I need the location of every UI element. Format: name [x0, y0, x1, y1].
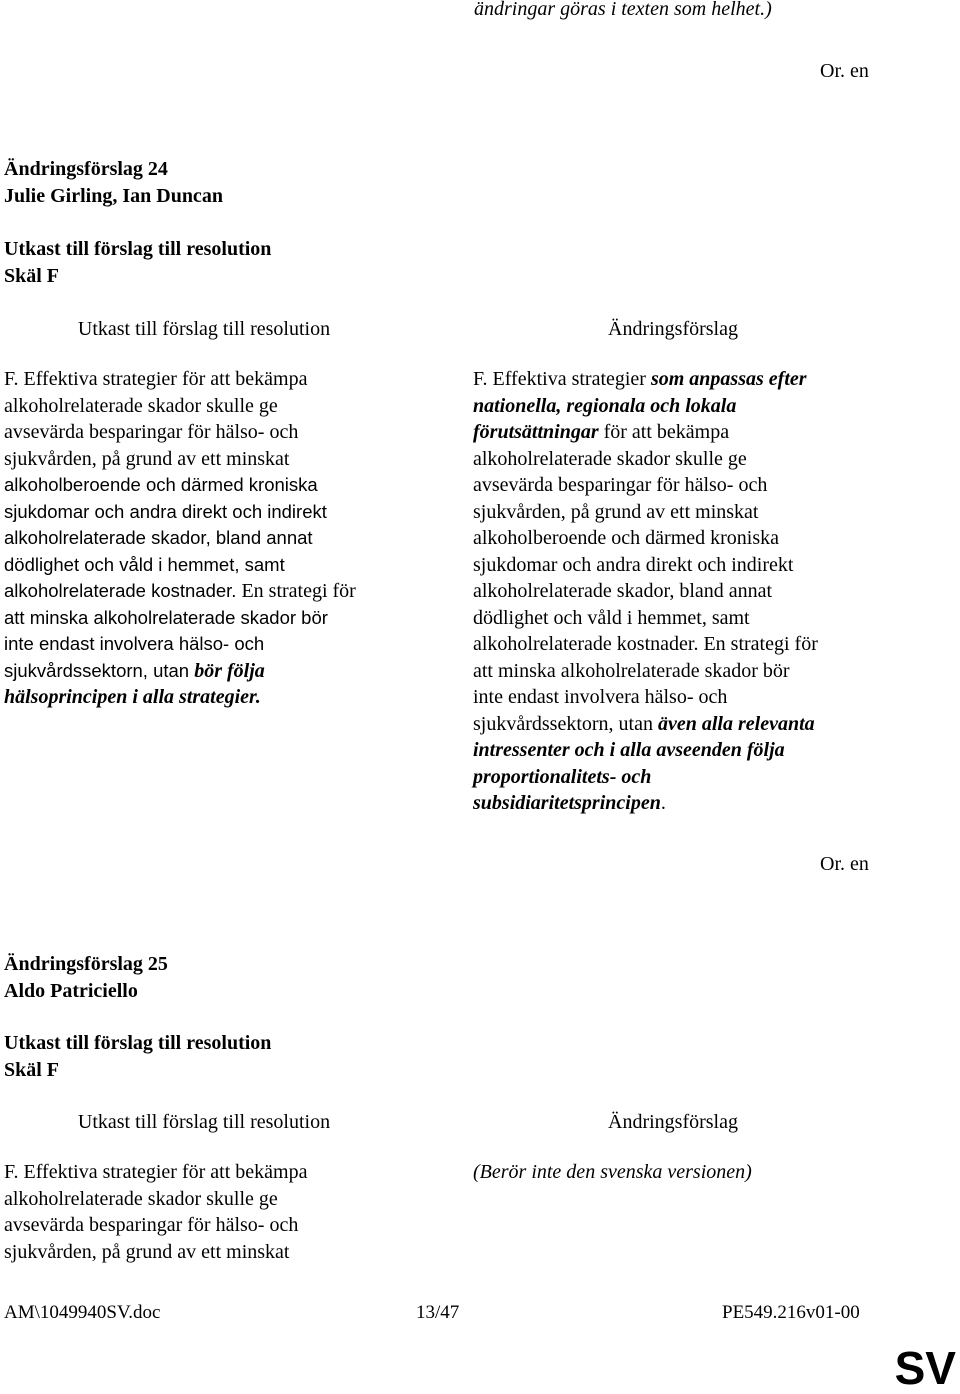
- language-code: SV: [894, 1342, 956, 1394]
- amended-phrase: intressenter och i alla avseenden följa: [473, 739, 785, 761]
- text-segment: sjukdomar och andra direkt och indirekt: [4, 500, 327, 522]
- text-segment: att minska alkoholrelaterade skador bör: [4, 606, 328, 628]
- text-segment: inte endast involvera hälso- och: [473, 686, 728, 708]
- text-line: [4, 1159, 444, 1186]
- text-segment: avsevärda besparingar för hälso- och: [473, 474, 768, 496]
- text-line: [4, 684, 444, 711]
- original-text: [4, 366, 444, 711]
- amended-phrase: även alla relevanta: [657, 712, 815, 735]
- text-segment: F. Effektiva strategier för att bekämpa: [4, 1161, 308, 1183]
- amendment-authors-2: Aldo Patriciello: [4, 980, 138, 1002]
- text-segment: alkoholrelaterade kostnader. En strategi för: [473, 633, 818, 655]
- text-segment: avsevärda besparingar för hälso- och: [4, 421, 299, 443]
- text-segment: F. Effektiva strategier: [473, 368, 651, 390]
- text-line: [473, 658, 913, 685]
- text-segment: sjukvården, på grund av ett minskat: [4, 1240, 290, 1263]
- text-segment: alkoholrelaterade skador skulle ge: [4, 394, 278, 417]
- text-segment: .: [660, 792, 666, 814]
- left-column-heading-2: Utkast till förslag till resolution: [77, 1111, 331, 1133]
- text-line: [4, 499, 444, 526]
- amendment-authors: Julie Girling, Ian Duncan: [4, 185, 223, 207]
- text-segment: sjukvårdssektorn, utan: [473, 712, 658, 735]
- text-segment: alkoholberoende och därmed kroniska: [4, 474, 318, 495]
- right-column-heading: Ändringsförslag: [608, 318, 738, 340]
- draft-label: Utkast till förslag till resolution: [4, 238, 272, 260]
- text-line: [4, 658, 444, 685]
- right-column-heading-2: Ändringsförslag: [608, 1111, 738, 1133]
- text-line: [473, 446, 913, 473]
- original-language-label-2: Or. en: [820, 853, 869, 875]
- text-segment: för att bekämpa: [598, 421, 730, 443]
- text-segment: inte endast involvera hälso- och: [4, 633, 265, 654]
- text-line: [473, 499, 913, 526]
- text-line: [4, 419, 444, 446]
- footer-page-number: 13/47: [416, 1302, 460, 1323]
- text-segment: sjukvården, på grund av ett minskat: [473, 500, 759, 523]
- original-text-2: [4, 1159, 444, 1265]
- text-line: [473, 790, 913, 817]
- text-line: [473, 764, 913, 791]
- text-line: [4, 552, 444, 579]
- text-segment: alkoholrelaterade skador, bland annat: [4, 527, 313, 548]
- text-line: [4, 525, 444, 552]
- amended-phrase: bör följa: [194, 659, 265, 682]
- text-line: [473, 366, 913, 393]
- text-segment: alkoholrelaterade kostnader.: [4, 580, 237, 601]
- amendment-title: Ändringsförslag 24: [4, 158, 168, 180]
- text-line: [473, 552, 913, 579]
- text-segment: dödlighet och våld i hemmet, samt: [4, 553, 285, 575]
- left-column-heading: Utkast till förslag till resolution: [77, 318, 331, 340]
- text-line: [473, 737, 913, 764]
- amended-phrase: subsidiaritetsprincipen: [473, 792, 661, 814]
- text-segment: alkoholrelaterade skador skulle ge: [473, 447, 747, 470]
- text-line: [473, 472, 913, 499]
- text-segment: alkoholrelaterade skador, bland annat: [473, 580, 773, 602]
- draft-label-2: Utkast till förslag till resolution: [4, 1032, 272, 1054]
- recital-label: Skäl F: [4, 265, 60, 287]
- text-segment: sjukvårdssektorn, utan: [4, 659, 195, 681]
- amended-phrase: nationella, regionala och lokala: [473, 394, 737, 417]
- text-line: [473, 419, 913, 446]
- text-line: [4, 1212, 444, 1239]
- text-segment: att minska alkoholrelaterade skador bör: [473, 659, 790, 682]
- text-line: [473, 578, 913, 605]
- text-segment: alkoholrelaterade skador skulle ge: [4, 1187, 278, 1210]
- top-note: ändringar göras i texten som helhet.): [474, 0, 772, 20]
- text-segment: En strategi för: [236, 580, 356, 602]
- text-segment: F. Effektiva strategier för att bekämpa: [4, 368, 308, 390]
- text-segment: sjukdomar och andra direkt och indirekt: [473, 553, 794, 576]
- footer-reference: PE549.216v01-00: [722, 1302, 860, 1323]
- text-line: [473, 684, 913, 711]
- text-line: [4, 1186, 444, 1213]
- text-line: [473, 711, 913, 738]
- text-line: [4, 366, 444, 393]
- text-segment: alkoholberoende och därmed kroniska: [473, 527, 780, 549]
- original-language-label: Or. en: [820, 60, 869, 82]
- text-segment: avsevärda besparingar för hälso- och: [4, 1214, 299, 1236]
- recital-label-2: Skäl F: [4, 1059, 60, 1081]
- text-line: [4, 605, 444, 632]
- text-line: [473, 393, 913, 420]
- amendment-title-2: Ändringsförslag 25: [4, 953, 168, 975]
- amended-phrase: hälsoprincipen i alla strategier.: [4, 686, 261, 708]
- text-segment: sjukvården, på grund av ett minskat: [4, 447, 290, 470]
- text-line: [4, 578, 444, 605]
- text-line: [473, 525, 913, 552]
- text-line: [4, 472, 444, 499]
- text-line: [4, 393, 444, 420]
- text-line: [4, 631, 444, 658]
- text-line: [4, 446, 444, 473]
- amended-phrase: förutsättningar: [473, 421, 599, 443]
- footer-doc-name: AM\1049940SV.doc: [4, 1302, 161, 1323]
- amended-phrase: som anpassas efter: [650, 368, 807, 390]
- amended-text: [473, 366, 913, 817]
- amended-phrase: proportionalitets- och: [473, 765, 652, 788]
- text-line: [473, 605, 913, 632]
- text-line: [473, 631, 913, 658]
- text-segment: dödlighet och våld i hemmet, samt: [473, 606, 750, 629]
- amended-text-2: (Berör inte den svenska versionen): [473, 1161, 752, 1183]
- text-line: [4, 1239, 444, 1266]
